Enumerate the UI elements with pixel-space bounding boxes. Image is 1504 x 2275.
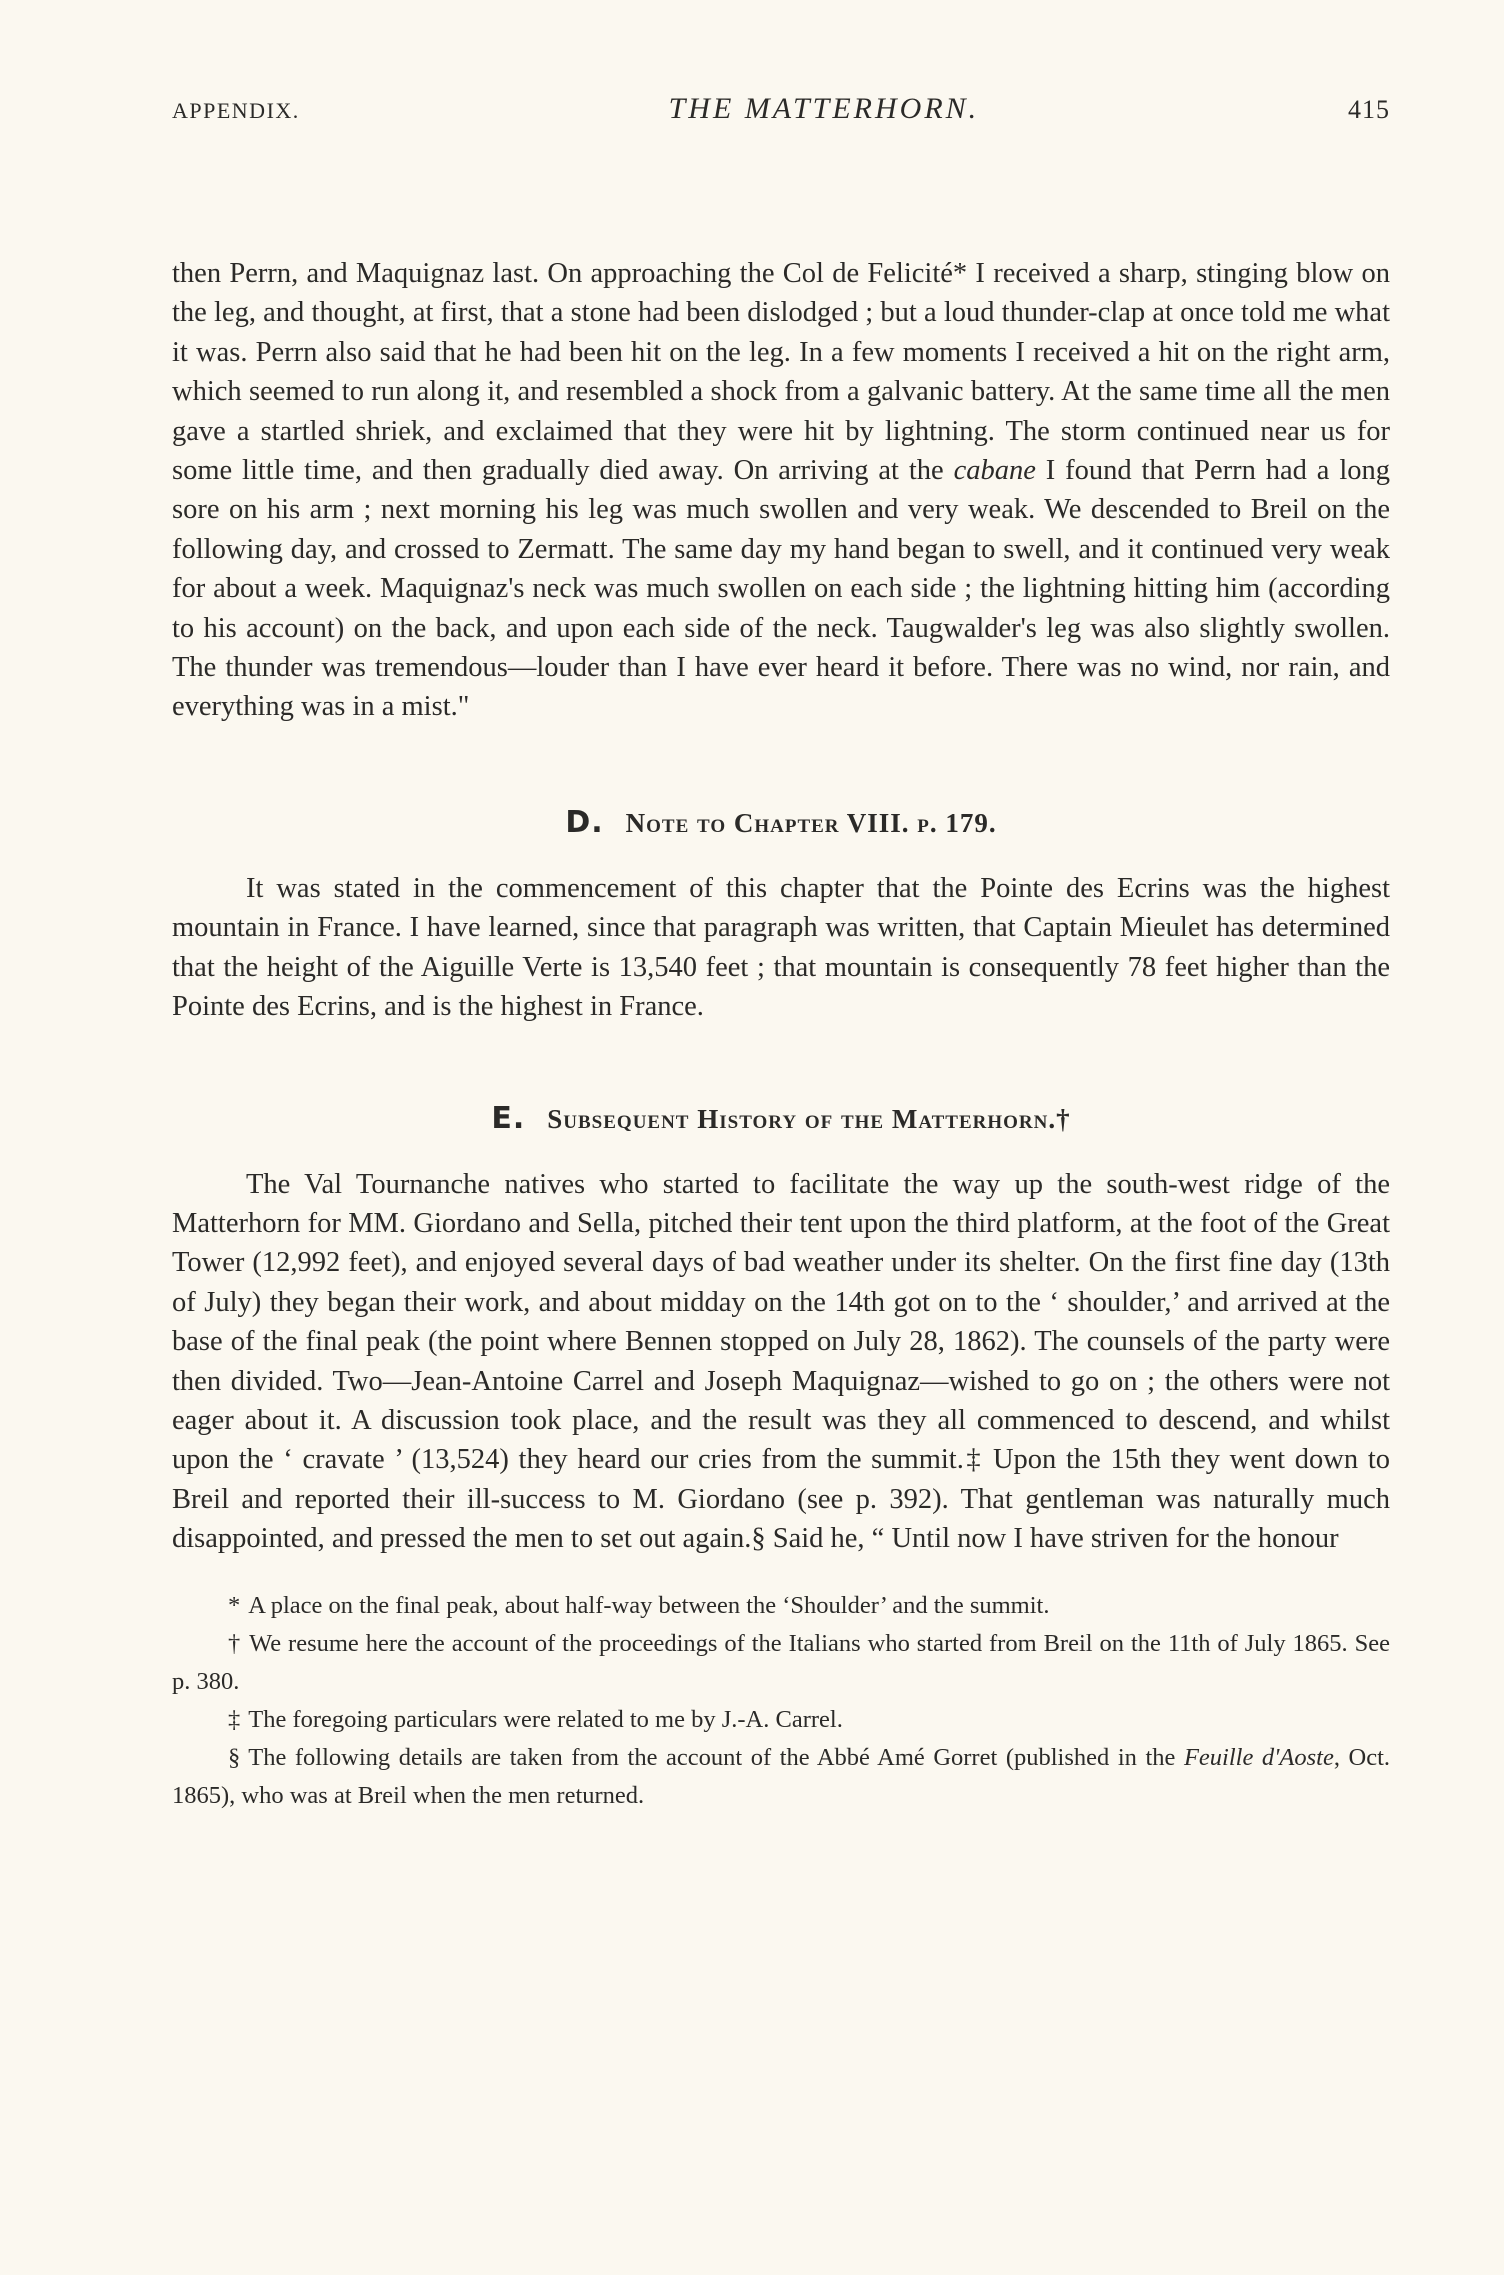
footnote-text: We resume here the account of the proceedings of the Italians who started from Breil on the 11th of July 1865. See p. 380. xyxy=(172,1629,1390,1695)
footnote xyxy=(172,1587,1390,1625)
footnote xyxy=(172,1625,1390,1701)
section-letter: D. xyxy=(565,804,604,840)
footnote-text: The following details are taken from the account of the Abbé Amé Gorret (published in the xyxy=(248,1743,1184,1771)
footnote-text: The foregoing particulars were related to me by J.-A. Carrel. xyxy=(248,1705,843,1733)
running-head-title: THE MATTERHORN. xyxy=(668,92,980,125)
footnote-mark: † xyxy=(228,1629,242,1657)
footnote-mark: ‡ xyxy=(228,1705,241,1733)
footnote-text: A place on the final peak, about half-way between the ‘Shoulder’ and the summit. xyxy=(248,1591,1050,1619)
section-heading-e xyxy=(172,1101,1390,1141)
paragraph-subsequent-history: The Val Tournanche natives who started to facilitate the way up the south-west ridge of the Matterhorn for MM. Giordano and Sella, pitched their tent upon the third platform, at the foot of the Great Tower (12,992 feet), and enjoyed several days of bad weather under its shelter. On the first fine day (13th of July) they began their work, and about midday on the 14th got on to the ‘ shoulder,’ and arrived at the base of the final peak (the point where Bennen stopped on July 28, 1862). The counsels of the party were then divided. Two—Jean-Antoine Carrel and Joseph Maquignaz—wished to go on ; the others were not eager about it. A discussion took place, and the result was they all commenced to descend, and whilst upon the ‘ cravate ’ (13,524) they heard our cries from the summit.‡ Upon the 15th they went down to Breil and reported their ill-success to M. Giordano (see p. 392). That gentleman was naturally much disappointed, and pressed the men to set out again.§ Said he, “ Until now I have striven for the honour xyxy=(172,1168,1390,1555)
footnote-text: , Oct. 1865), who was at Breil when the men returned. xyxy=(172,1743,1391,1809)
running-head-section: APPENDIX. xyxy=(172,98,300,123)
footnote xyxy=(172,1739,1390,1815)
italic-term: Feuille d'Aoste xyxy=(1183,1743,1334,1771)
running-head xyxy=(172,92,1390,132)
paragraph-text: then Perrn, and Maquignaz last. On approaching the Col de Felicité* I received a sharp, stinging blow on the leg, and thought, at first, that a stone had been dislodged ; but a loud thunder-clap at once told me what it was. Perrn also said that he had been hit on the leg. In a few moments I received a hit on the right arm, which seemed to run along it, and resembled a shock from a galvanic battery. At the same time all the men gave a startled shriek, and exclaimed that they were hit by lightning. The storm continued near us for some little time, and then gradually died away. On arriving at the xyxy=(172,258,1390,487)
italic-term: cabane xyxy=(953,455,1036,487)
footnote xyxy=(172,1701,1390,1739)
paragraph-lightning-account xyxy=(172,254,1390,727)
section-title: Subsequent History of the Matterhorn.† xyxy=(547,1103,1071,1134)
footnote-mark: § xyxy=(228,1743,241,1771)
page-number: 415 xyxy=(1347,95,1390,124)
section-title: Note to Chapter VIII. p. 179. xyxy=(625,807,997,838)
section-letter: E. xyxy=(491,1100,526,1136)
paragraph-text: I found that Perrn had a long sore on his arm ; next morning his leg was much swollen and very weak. We descended to Breil on the following day, and crossed to Zermatt. The same day my hand began to swell, and it continued very weak for about a week. Maquignaz's neck was much swollen on each side ; the lightning hitting him (according to his account) on the back, and upon each side of the neck. Taugwalder's leg was also slightly swollen. The thunder was tremendous—louder than I have ever heard it before. There was no wind, nor rain, and everything was in a mist." xyxy=(172,455,1390,723)
paragraph-note-chapter-viii: It was stated in the commencement of this chapter that the Pointe des Ecrins was the highest mountain in France. I have learned, since that paragraph was written, that Captain Mieulet has determined that the height of the Aiguille Verte is 13,540 feet ; that mountain is consequently 78 feet higher than the Pointe des Ecrins, and is the highest in France. xyxy=(172,872,1390,1023)
footnote-mark: * xyxy=(228,1591,241,1619)
section-heading-d xyxy=(172,805,1390,845)
footnotes xyxy=(172,1587,1390,1815)
